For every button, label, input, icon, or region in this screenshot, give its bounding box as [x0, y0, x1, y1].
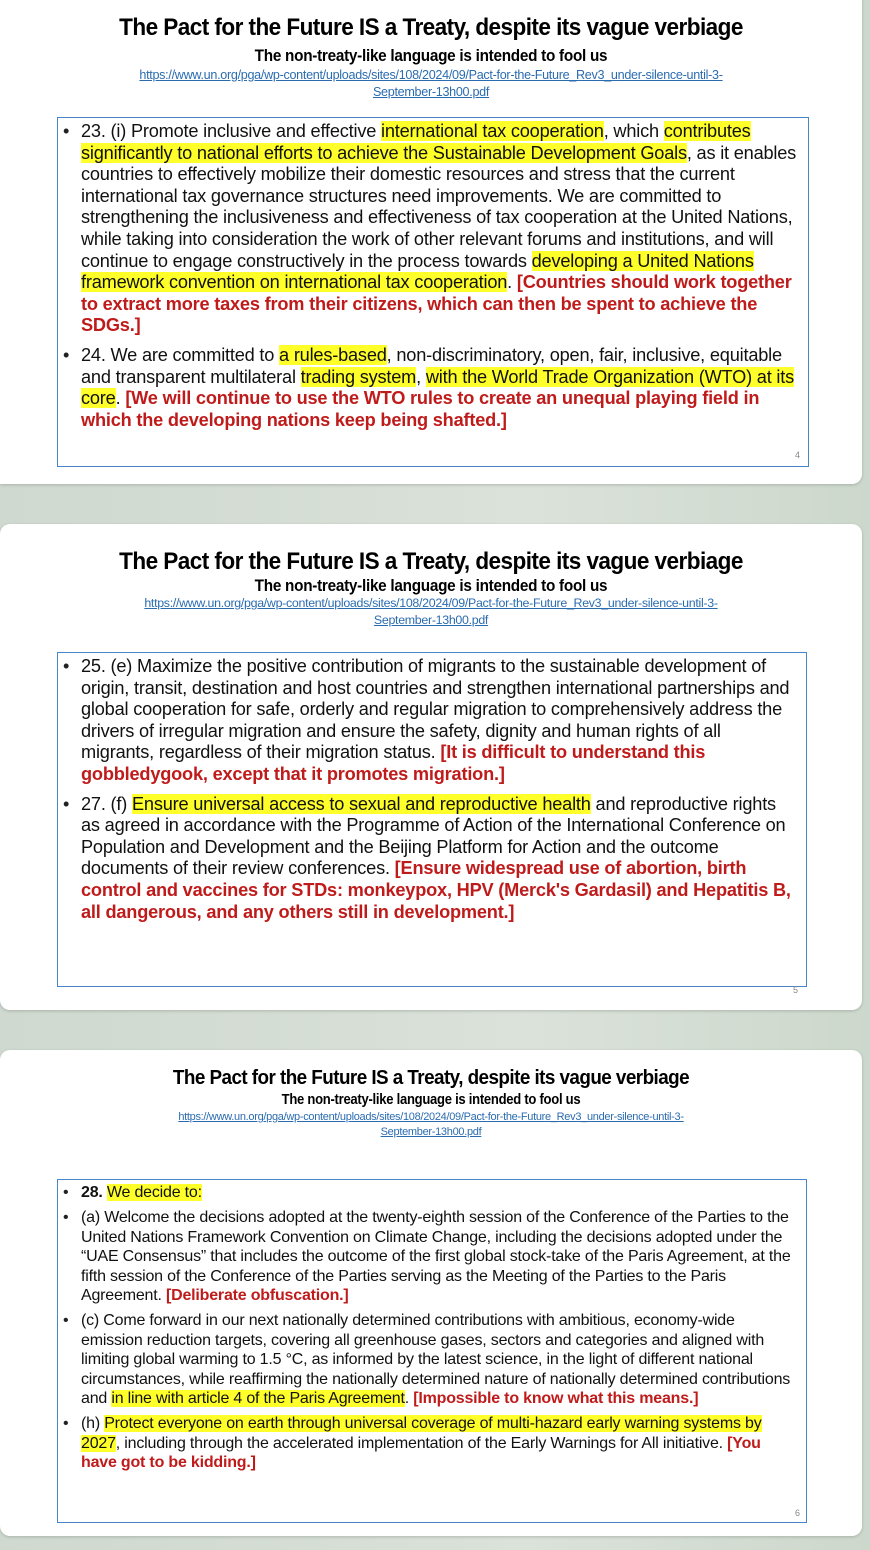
list-item	[58, 345, 800, 431]
commentary-note: [Impossible to know what this means.]	[413, 1390, 699, 1408]
slide-4	[0, 0, 862, 484]
list-item	[58, 1414, 798, 1472]
list-item	[58, 1208, 798, 1305]
content-box	[57, 652, 807, 987]
source-link-line-1[interactable]: https://www.un.org/pga/wp-content/uploads/sites/108/2024/09/Pact-for-the-Future_Rev3_under-silence-until-3-	[144, 596, 718, 610]
content-box	[57, 117, 809, 467]
highlighted-text: international tax cooperation	[381, 121, 604, 141]
source-link-line-2[interactable]: September-13h00.pdf	[380, 1126, 482, 1138]
highlighted-text: contributes significantly to national efforts to achieve the Sustainable Development Goals	[81, 121, 751, 163]
slide-title: The Pact for the Future IS a Treaty, despite its vague verbiage	[119, 14, 743, 41]
source-link-line-2[interactable]: September-13h00.pdf	[372, 85, 490, 99]
highlighted-text: with the World Trade Organization (WTO) at its core	[81, 366, 794, 409]
body-text: (a) Welcome the decisions adopted at the twenty-eighth session of the Conference of the Parties to the United Nations Framework Convention on Climate Change, including the decisions adopted under the “UAE Consensus” that includes the outcome of the first global stock-take of the Paris Agreement, at the fifth session of the Conference of the Parties serving as the Meeting of the Parties to the Paris Agreement.	[81, 1209, 791, 1305]
body-text: , including through the accelerated implementation of the Early Warnings for All initiative.	[115, 1434, 728, 1452]
slide-6	[0, 1050, 862, 1536]
body-text: 24. We are committed to	[81, 344, 280, 365]
commentary-note: [Countries should work together to extract more taxes from their citizens, which can then be spent to achieve the SDGs.]	[81, 272, 792, 336]
commentary-note: [You have got to be kidding.]	[81, 1434, 761, 1472]
body-text: 25. (e) Maximize the positive contribution of migrants to the sustainable development of origin, transit, destination and host countries and strengthen international partnerships and global cooperation for safe, orderly and regular migration to comprehensively address the drivers of irregular migration and ensure the safety, dignity and human rights of all migrants, regardless of their migration status.	[81, 656, 790, 763]
highlighted-text: We decide to:	[106, 1184, 202, 1201]
commentary-note: [Ensure widespread use of abortion, birth control and vaccines for STDs: monkeypox, HPV (Merck's Gardasil) and Hepatitis B, all dangerous, and any others still in development.]	[81, 858, 791, 922]
highlighted-text: Protect everyone on earth through universal coverage of multi-hazard early warning systems by 2027	[81, 1415, 762, 1452]
slide-5	[0, 524, 862, 1010]
slide-subtitle: The non-treaty-like language is intended to fool us	[254, 576, 608, 595]
body-text: .	[115, 388, 126, 409]
highlighted-text: Ensure universal access to sexual and reproductive health	[131, 793, 591, 814]
page-number: 4	[794, 450, 800, 460]
body-text: 23. (i) Promote inclusive and effective	[81, 121, 381, 141]
slide-title: The Pact for the Future IS a Treaty, despite its vague verbiage	[172, 1066, 690, 1089]
body-text: , as it enables countries to effectively mobilize their domestic resources and stress that the current international tax governance structures need improvements. We are committed to strengthening the inclusiveness and effectiveness of tax cooperation at the United Nations, while taking into consideration the work of other relevant forums and institutions, and will continue to engage constructively in the process towards	[81, 142, 797, 271]
page-number: 5	[793, 985, 799, 995]
highlighted-text: a rules-based	[279, 344, 387, 365]
body-text: and reproductive rights as agreed in accordance with the Programme of Action of the International Conference on Population and Development and the Beijing Platform for Action and the outcome documents of their review conferences.	[81, 793, 786, 879]
item-number: 28.	[81, 1184, 107, 1201]
commentary-note: [Deliberate obfuscation.]	[165, 1287, 349, 1305]
content-box	[57, 1179, 807, 1523]
highlighted-text: trading system	[300, 366, 417, 387]
list-item	[58, 121, 800, 337]
page-number: 6	[794, 1508, 800, 1518]
source-link-line-2[interactable]: September-13h00.pdf	[373, 613, 489, 627]
body-text: 27. (f)	[81, 793, 132, 814]
body-text: (h)	[81, 1415, 105, 1433]
source-link-line-1[interactable]: https://www.un.org/pga/wp-content/uploads/sites/108/2024/09/Pact-for-the-Future_Rev3_under-silence-until-3-	[139, 68, 723, 82]
commentary-note: [It is difficult to understand this gobbledygook, except that it promotes migration.]	[81, 742, 706, 784]
highlighted-text: developing a United Nations framework convention on international tax cooperation	[81, 250, 754, 293]
slide-subtitle: The non-treaty-like language is intended to fool us	[281, 1092, 581, 1108]
body-text: , non-discriminatory, open, fair, inclusive, equitable and transparent multilateral	[81, 344, 782, 387]
body-text: (c) Come forward in our next nationally determined contributions with ambitious, economy-wide emission reduction targets, covering all greenhouse gases, sectors and categories and aligned with limiting global warming to 1.5 °C, as informed by the latest science, in the light of different national circumstances, while reaffirming the nationally determined nature of nationally determined contributions and	[81, 1312, 791, 1408]
list-item	[58, 656, 798, 786]
list-item	[58, 794, 798, 924]
list-item	[58, 1183, 798, 1202]
body-text: , which	[603, 121, 664, 141]
slide-subtitle: The non-treaty-like language is intended to fool us	[254, 46, 608, 65]
body-text: .	[404, 1390, 414, 1408]
highlighted-text: in line with article 4 of the Paris Agreement	[111, 1390, 405, 1408]
body-text: ,	[416, 366, 426, 387]
source-link[interactable]	[40, 67, 822, 101]
source-link[interactable]	[40, 1110, 822, 1140]
source-link-line-1[interactable]: https://www.un.org/pga/wp-content/uploads/sites/108/2024/09/Pact-for-the-Future_Rev3_under-silence-until-3-	[178, 1111, 684, 1123]
body-text: .	[507, 272, 517, 293]
commentary-note: [We will continue to use the WTO rules to create an unequal playing field in which the developing nations keep being shafted.]	[81, 388, 760, 430]
list-item	[58, 1311, 798, 1408]
slide-title: The Pact for the Future IS a Treaty, despite its vague verbiage	[119, 548, 743, 575]
source-link[interactable]	[40, 595, 822, 629]
